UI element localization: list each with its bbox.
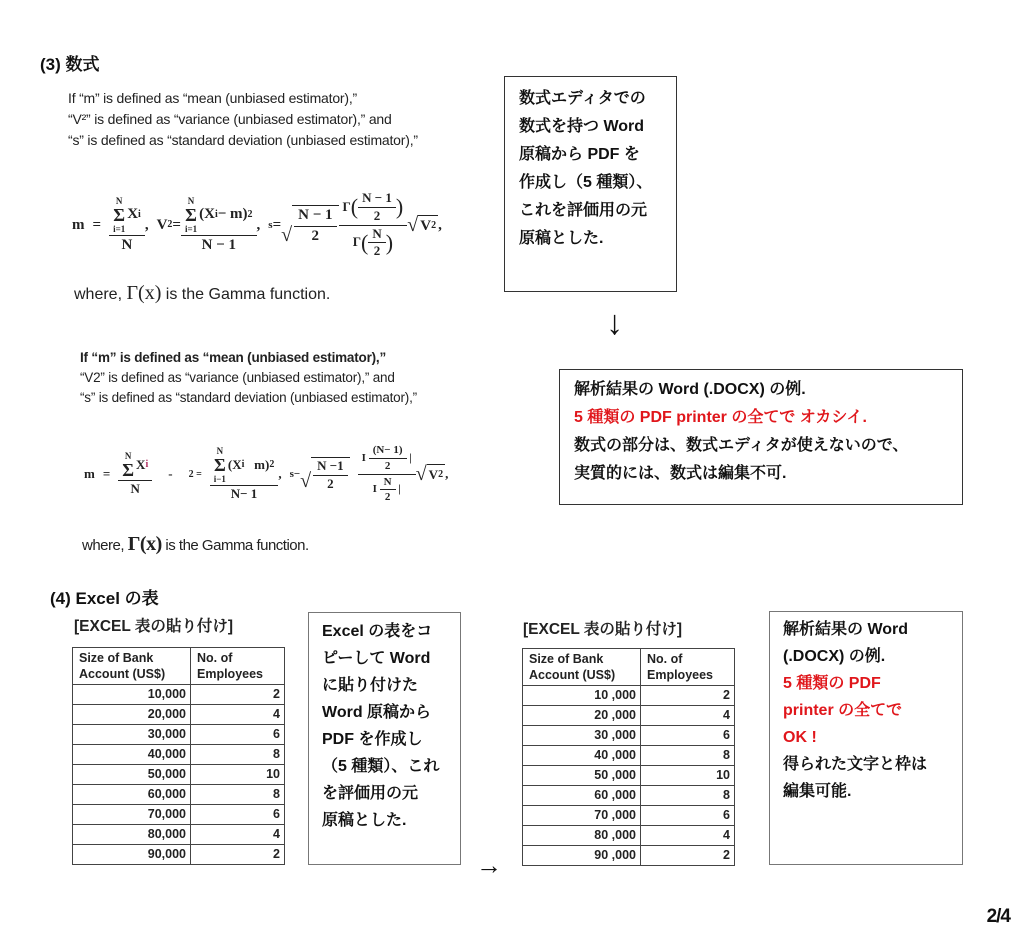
table-row xyxy=(523,746,735,766)
sqrt-variance: √ V 2 xyxy=(407,214,437,236)
intro-line: If “m” is defined as “mean (unbiased estimator),” xyxy=(80,350,387,365)
note-line: （5 種類）、これ xyxy=(322,758,440,775)
column-header-employees xyxy=(641,649,735,686)
table-row xyxy=(523,846,735,866)
converted-excel-table xyxy=(522,648,735,866)
result-line: 解析結果の Word xyxy=(783,621,909,638)
column-header-account xyxy=(73,648,191,685)
sqrt-v: V xyxy=(428,467,439,482)
sqrt-denominator: 2 xyxy=(327,475,334,491)
note-line: 原稿とした. xyxy=(519,230,604,247)
cell-account-size: 20,000 xyxy=(73,705,191,725)
table-row xyxy=(73,745,285,765)
sqrt-fraction xyxy=(300,457,350,492)
table-row xyxy=(73,805,285,825)
sum-upper: N xyxy=(216,446,224,457)
header-line: Employees xyxy=(647,668,714,682)
note-line: に貼り付けた xyxy=(322,677,419,694)
intro-line: If “m” is defined as “mean (unbiased estimator),” xyxy=(68,90,357,106)
variance-numerator-rest: m) xyxy=(244,456,270,472)
sum-lower: i=1 xyxy=(113,223,126,234)
note-line: 原稿とした. xyxy=(322,812,407,829)
sum-lower: i=1 xyxy=(184,223,198,234)
table-row xyxy=(523,706,735,726)
cell-account-size: 90 ,000 xyxy=(523,846,641,866)
gamma-arg-den: 2 xyxy=(373,207,381,223)
cell-account-size: 60 ,000 xyxy=(523,786,641,806)
cell-employees: 8 xyxy=(641,746,735,766)
gamma-arg-num: N − 1 xyxy=(358,191,396,208)
cell-account-size: 70 ,000 xyxy=(523,806,641,826)
dash: - xyxy=(168,466,173,481)
cell-employees: 2 xyxy=(641,846,735,866)
cell-employees: 6 xyxy=(191,805,285,825)
gamma-function: Γ(x) xyxy=(127,533,162,555)
where-suffix: is the Gamma function. xyxy=(161,286,331,303)
cell-account-size: 30,000 xyxy=(73,725,191,745)
sqrt-v: V xyxy=(420,217,432,234)
cell-account-size: 50 ,000 xyxy=(523,766,641,786)
table-row xyxy=(523,786,735,806)
converted-table-title: [EXCEL 表の貼り付け] xyxy=(523,621,683,638)
cell-employees: 8 xyxy=(191,745,285,765)
x-var: X xyxy=(127,206,139,223)
cell-account-size: 80,000 xyxy=(73,825,191,845)
sum-lower: i−1 xyxy=(213,474,226,485)
cell-employees: 4 xyxy=(641,826,735,846)
cell-employees: 6 xyxy=(641,806,735,826)
result-ok-line: OK ! xyxy=(783,729,817,746)
table-header-row xyxy=(73,648,285,685)
gamma-arg-den: 2 xyxy=(373,243,381,259)
denominator-n: N xyxy=(121,236,133,253)
cell-account-size: 40,000 xyxy=(73,745,191,765)
cell-employees: 10 xyxy=(191,765,285,785)
mean-fraction: N Σ i=1 X i N xyxy=(109,196,145,254)
formula-s: s xyxy=(268,219,273,231)
note-line: 数式エディタでの xyxy=(519,90,646,107)
excel-source-note-box xyxy=(308,612,461,865)
variance-fraction: N Σ i−1 (X i m) 2 N− 1 xyxy=(210,446,279,502)
result-alert-line: 5 種類の PDF printer の全てで オカシイ. xyxy=(574,409,867,426)
cell-account-size: 50,000 xyxy=(73,765,191,785)
mean-fraction: N Σ X i N xyxy=(118,451,152,497)
gamma-arg-den: 2 xyxy=(384,459,391,472)
note-line: PDF を作成し xyxy=(322,731,423,748)
gamma-symbol: Γ xyxy=(352,234,361,250)
result-line: 解析結果の Word (.DOCX) の例. xyxy=(574,381,806,398)
cell-employees: 8 xyxy=(191,785,285,805)
where-prefix: where, xyxy=(82,537,128,554)
where-prefix: where, xyxy=(74,286,127,303)
converted-gamma-note xyxy=(82,533,309,556)
result-line: 実質的には、数式は編集不可. xyxy=(574,465,787,482)
header-line: No. of xyxy=(197,651,233,665)
x-var: X xyxy=(136,456,146,472)
sum-upper: N xyxy=(115,195,123,206)
note-line: ピーして Word xyxy=(322,650,431,667)
table-row xyxy=(73,765,285,785)
gamma-arg-den: 2 xyxy=(384,491,391,504)
header-line: No. of xyxy=(647,652,683,666)
original-formula: m = N Σ i=1 X i N , V 2 = N Σ i=1 (X i − m) 2 N − 1 , s = √ $\frac{N - 1}{2}$ Γ ( $\frac{N - 1}{2}$ ) Γ ( $\frac{N}{2}$ ) √ V 2 , xyxy=(72,189,442,259)
gamma-fraction: Γ ( $\frac{N - 1}{2}$ ) Γ ( $\frac{N}{2}$ ) xyxy=(339,191,408,260)
page-number: 2/4 xyxy=(986,906,1010,927)
sqrt-icon: √ xyxy=(300,470,312,493)
cell-employees: 2 xyxy=(191,845,285,865)
equals-sign: = xyxy=(92,216,102,233)
intro-line: “s” is defined as “standard deviation (unbiased estimator),” xyxy=(80,390,417,405)
cell-account-size: 70,000 xyxy=(73,805,191,825)
section-3-heading: (3) 数式 xyxy=(40,55,100,74)
table-row xyxy=(523,766,735,786)
result-line: 得られた文字と枠は xyxy=(783,756,928,773)
gamma-symbol: Γ xyxy=(342,198,351,214)
original-intro-text xyxy=(68,88,418,151)
variance-fraction: N Σ i=1 (X i − m) 2 N − 1 xyxy=(181,196,257,254)
comma: , xyxy=(256,216,261,233)
note-line: これを評価用の元 xyxy=(519,202,648,219)
gamma-function: Γ(x) xyxy=(126,282,162,304)
header-line: Employees xyxy=(197,667,264,681)
result-ok-line: printer の全てで xyxy=(783,702,903,719)
excel-result-box xyxy=(769,611,963,865)
comma: , xyxy=(445,466,449,481)
cell-employees: 10 xyxy=(641,766,735,786)
cell-employees: 6 xyxy=(191,725,285,745)
formula-m: m xyxy=(84,466,95,481)
note-line: Excel の表をコ xyxy=(322,623,433,640)
where-suffix: is the Gamma function. xyxy=(161,537,309,554)
result-line: 数式の部分は、数式エディタが使えないので、 xyxy=(574,437,909,454)
cell-account-size: 30 ,000 xyxy=(523,726,641,746)
comma: , xyxy=(438,216,442,233)
table-row xyxy=(73,705,285,725)
sqrt-numerator: N −1 xyxy=(313,459,348,476)
denominator-n: N xyxy=(130,481,140,497)
table-row xyxy=(523,826,735,846)
cell-account-size: 60,000 xyxy=(73,785,191,805)
sum-upper: N xyxy=(124,451,132,462)
cell-employees: 2 xyxy=(191,685,285,705)
table-row xyxy=(523,686,735,706)
formula-m: m xyxy=(72,216,85,233)
formula-s: s− xyxy=(289,468,301,480)
cell-account-size: 10 ,000 xyxy=(523,686,641,706)
sqrt-fraction xyxy=(281,205,338,245)
result-ok-line: 5 種類の PDF xyxy=(783,675,881,692)
table-row xyxy=(73,845,285,865)
cell-account-size: 10,000 xyxy=(73,685,191,705)
gamma-fraction: I $\frac{(N- 1)}{2}$ | I $\frac{N}{2}$ | xyxy=(358,444,416,504)
sqrt-icon: √ xyxy=(407,214,419,236)
variance-numerator: (X xyxy=(199,206,215,223)
table-row xyxy=(73,825,285,845)
cell-account-size: 80 ,000 xyxy=(523,826,641,846)
header-line: Account (US$) xyxy=(529,668,616,682)
v-equals: 2 = xyxy=(188,468,202,480)
cell-employees: 6 xyxy=(641,726,735,746)
intro-line: “s” is defined as “standard deviation (unbiased estimator),” xyxy=(68,132,418,148)
cell-employees: 4 xyxy=(641,706,735,726)
cell-employees: 8 xyxy=(641,786,735,806)
variance-numerator: (X xyxy=(227,456,242,472)
converted-formula xyxy=(84,428,448,520)
intro-line: “V2” is defined as “variance (unbiased estimator),” and xyxy=(80,370,395,385)
original-excel-table xyxy=(72,647,285,865)
comma: , xyxy=(278,466,282,481)
header-line: Account (US$) xyxy=(79,667,166,681)
table-row xyxy=(73,685,285,705)
column-header-account xyxy=(523,649,641,686)
result-line: 編集可能. xyxy=(783,783,852,800)
equals-sign: = xyxy=(102,466,111,481)
table-row xyxy=(523,726,735,746)
note-line: 数式を持つ Word xyxy=(519,118,645,135)
variance-numerator-rest: − m) xyxy=(217,206,248,223)
cell-employees: 2 xyxy=(641,686,735,706)
cell-account-size: 40 ,000 xyxy=(523,746,641,766)
note-line: 作成し（5 種類）、 xyxy=(519,174,653,191)
formula-result-box xyxy=(559,369,963,505)
formula-v: V xyxy=(156,216,168,233)
intro-line: “V²” is defined as “variance (unbiased estimator),” and xyxy=(68,111,392,127)
source-note-box xyxy=(504,76,677,292)
original-table-title: [EXCEL 表の貼り付け] xyxy=(74,618,234,635)
sum-upper: N xyxy=(187,195,195,206)
variance-denominator: N− 1 xyxy=(230,486,258,502)
gamma-arg-num: (N− 1) xyxy=(369,444,407,459)
cell-employees: 4 xyxy=(191,705,285,725)
table-row xyxy=(73,725,285,745)
table-row xyxy=(73,785,285,805)
equals-sign: = xyxy=(172,216,181,233)
sqrt-numerator: N − 1 xyxy=(294,207,336,226)
header-line: Size of Bank xyxy=(529,652,604,666)
table-row xyxy=(523,806,735,826)
sqrt-icon: √ xyxy=(281,223,293,246)
note-line: 原稿から PDF を xyxy=(519,146,640,163)
cell-account-size: 90,000 xyxy=(73,845,191,865)
converted-intro-text xyxy=(80,348,417,408)
sqrt-variance: √ V 2 xyxy=(415,463,444,485)
sqrt-icon: √ xyxy=(415,463,427,485)
table-header-row xyxy=(523,649,735,686)
gamma-arg-num: N xyxy=(368,227,385,244)
result-line: (.DOCX) の例. xyxy=(783,648,886,665)
gamma-arg-num: N xyxy=(380,476,396,491)
variance-denominator: N − 1 xyxy=(201,236,236,253)
original-gamma-note xyxy=(74,282,330,305)
comma: , xyxy=(144,216,149,233)
cell-account-size: 20 ,000 xyxy=(523,706,641,726)
down-arrow-icon: ↓ xyxy=(606,304,623,342)
note-line: Word 原稿から xyxy=(322,704,432,721)
column-header-employees xyxy=(191,648,285,685)
sqrt-denominator: 2 xyxy=(311,227,320,244)
section-4-heading: (4) Excel の表 xyxy=(50,589,159,608)
note-line: を評価用の元 xyxy=(322,785,419,802)
cell-employees: 4 xyxy=(191,825,285,845)
header-line: Size of Bank xyxy=(79,651,154,665)
equals-sign: = xyxy=(272,216,282,233)
right-arrow-icon: → xyxy=(476,850,502,880)
